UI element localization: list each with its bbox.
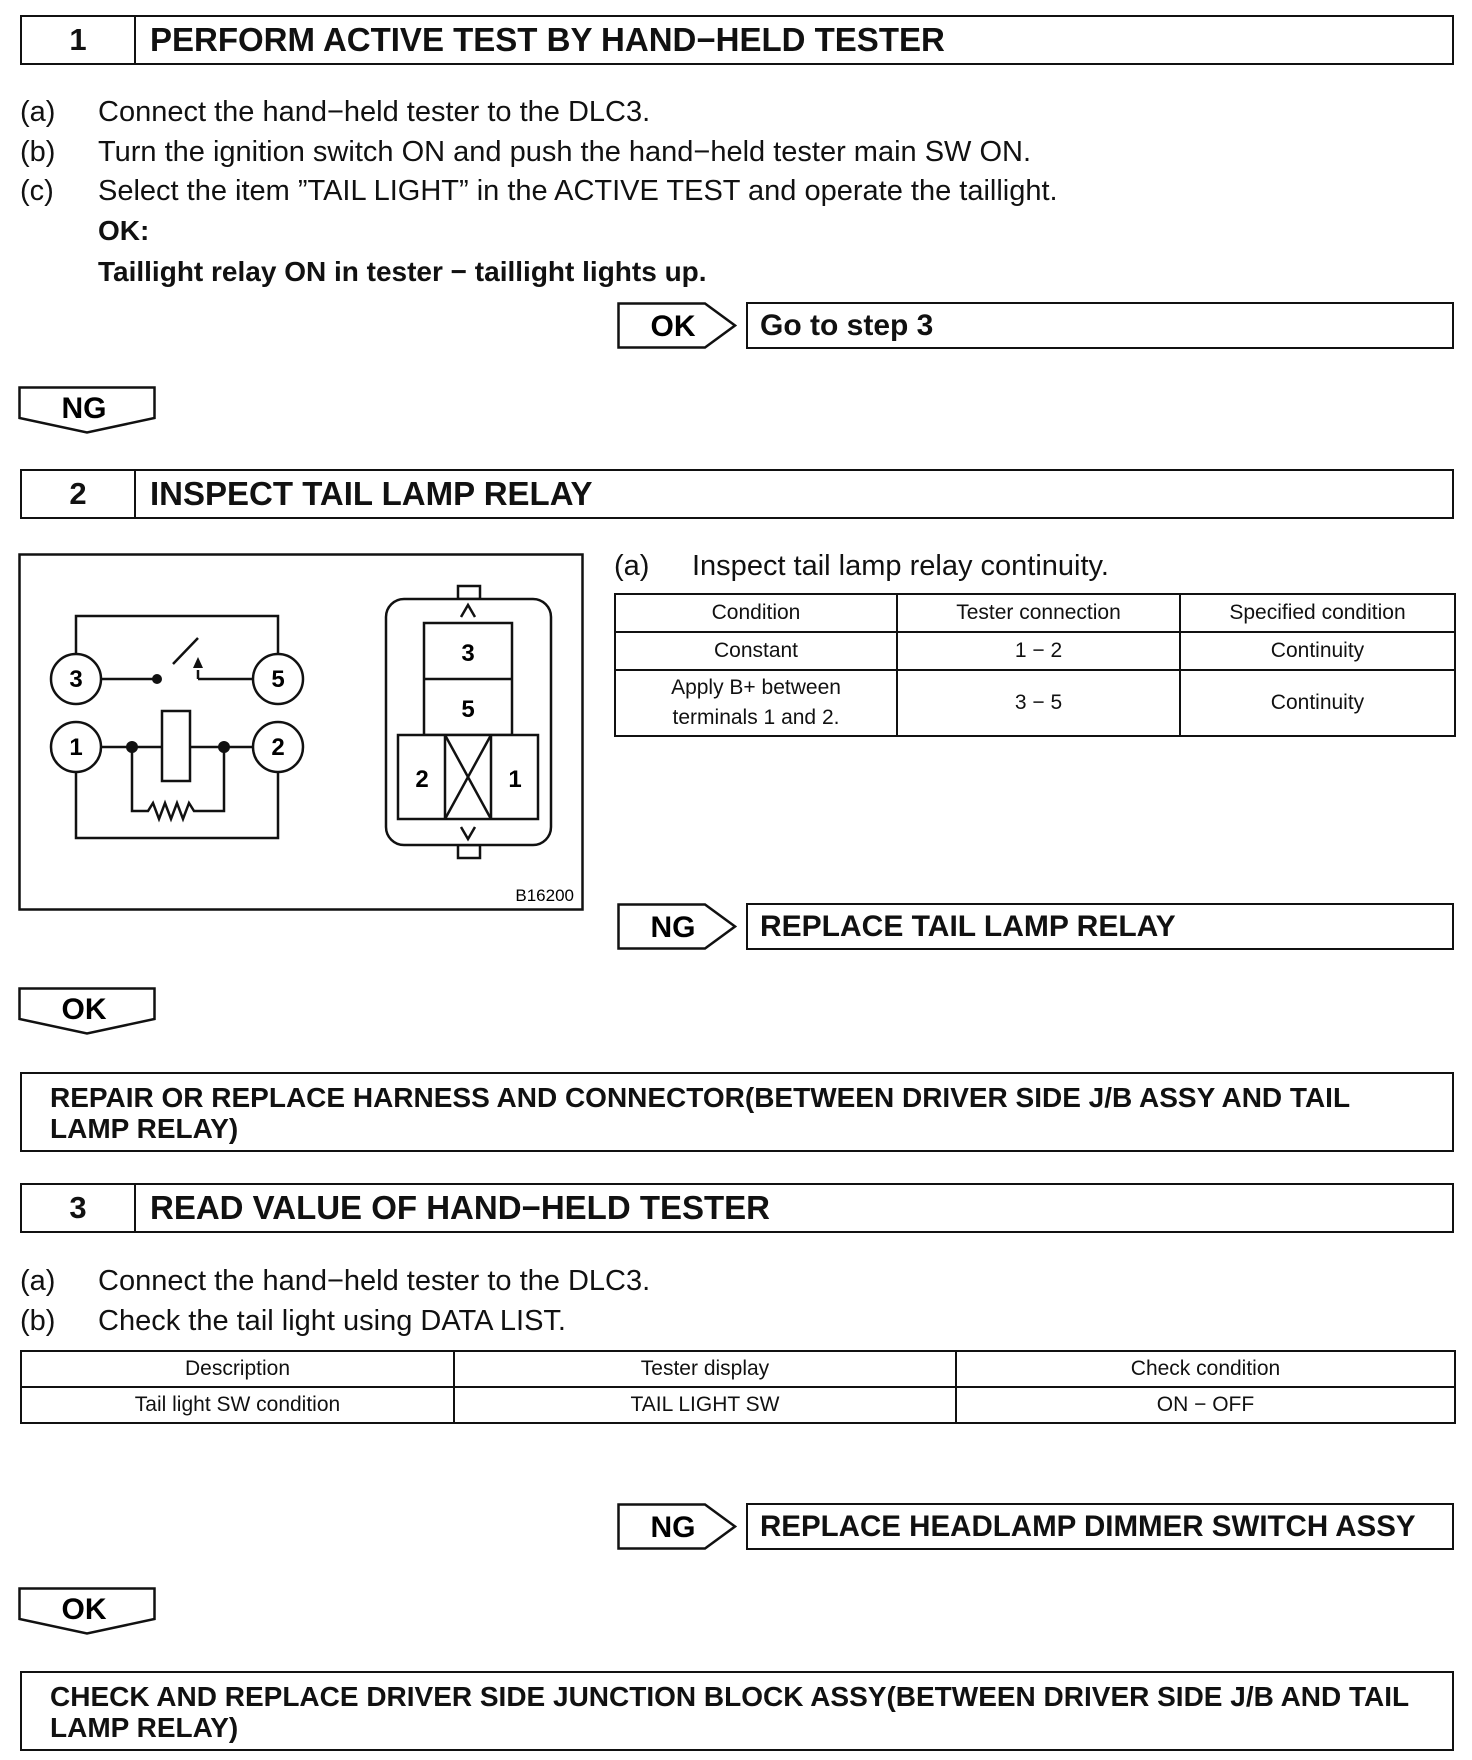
terminal-label: 2 bbox=[271, 734, 285, 761]
table-header-cell: Tester display bbox=[454, 1351, 956, 1387]
instruction-text: Connect the hand−held tester to the DLC3. bbox=[98, 1265, 651, 1297]
connector-cell-label: 5 bbox=[461, 696, 475, 723]
ok-branch-tag bbox=[18, 987, 156, 1035]
ng-arrow-tag bbox=[617, 1503, 737, 1550]
instruction-label: (c) bbox=[20, 175, 54, 207]
instruction-label: (a) bbox=[614, 550, 650, 582]
ok-arrow-tag bbox=[617, 302, 737, 349]
ok-branch-tag bbox=[18, 1587, 156, 1635]
step-title: PERFORM ACTIVE TEST BY HAND−HELD TESTER bbox=[150, 21, 945, 58]
instruction-text: Turn the ignition switch ON and push the hand−held tester main SW ON. bbox=[98, 136, 1032, 168]
result-box-go-to-step-3: Go to step 3 bbox=[746, 302, 1454, 349]
connector-cell-label: 2 bbox=[415, 766, 429, 793]
terminal-label: 5 bbox=[271, 666, 285, 693]
table-cell: 1 − 2 bbox=[897, 632, 1180, 670]
tag-label: OK bbox=[61, 993, 107, 1026]
table-header-cell: Specified condition bbox=[1180, 594, 1455, 632]
table-cell: Constant bbox=[615, 632, 897, 670]
result-box-replace-relay: REPLACE TAIL LAMP RELAY bbox=[746, 903, 1454, 950]
connector-cell-label: 3 bbox=[461, 640, 475, 667]
instruction-label: (a) bbox=[20, 1265, 56, 1297]
instruction-text: Connect the hand−held tester to the DLC3. bbox=[98, 96, 651, 128]
instruction-text: Inspect tail lamp relay continuity. bbox=[692, 550, 1109, 582]
step-3-header bbox=[20, 1183, 1454, 1233]
table-cell: Continuity bbox=[1180, 670, 1455, 736]
figure-code: B16200 bbox=[515, 886, 574, 905]
step-number: 3 bbox=[22, 1185, 136, 1231]
table-row bbox=[21, 1387, 1455, 1423]
terminal-label: 3 bbox=[69, 666, 83, 693]
result-box-replace-dimmer-switch: REPLACE HEADLAMP DIMMER SWITCH ASSY bbox=[746, 1503, 1454, 1550]
relay-diagram bbox=[18, 553, 584, 913]
instruction-text: Check the tail light using DATA LIST. bbox=[98, 1305, 566, 1337]
instruction-text: Select the item ”TAIL LIGHT” in the ACTIVE TEST and operate the taillight. bbox=[98, 175, 1058, 207]
ok-criteria-label: OK: bbox=[98, 215, 150, 246]
tag-label: NG bbox=[650, 1511, 696, 1544]
tag-label: NG bbox=[61, 392, 107, 425]
table-cell: Tail light SW condition bbox=[21, 1387, 454, 1423]
step-1-header bbox=[20, 15, 1454, 65]
instruction-label: (b) bbox=[20, 1305, 56, 1337]
tag-label: OK bbox=[650, 310, 696, 343]
table-header-cell: Condition bbox=[615, 594, 897, 632]
table-header-row bbox=[21, 1351, 1455, 1387]
table-cell: Apply B+ between terminals 1 and 2. bbox=[615, 670, 897, 736]
step-title: INSPECT TAIL LAMP RELAY bbox=[150, 475, 593, 512]
repair-harness-box: REPAIR OR REPLACE HARNESS AND CONNECTOR(BETWEEN DRIVER SIDE J/B ASSY AND TAIL LAMP RELAY) bbox=[20, 1072, 1454, 1152]
ng-branch-tag bbox=[18, 386, 156, 434]
continuity-table bbox=[614, 593, 1456, 737]
table-row bbox=[615, 632, 1455, 670]
table-row bbox=[615, 670, 1455, 736]
table-header-cell: Check condition bbox=[956, 1351, 1455, 1387]
terminal-label: 1 bbox=[69, 734, 83, 761]
step-number: 1 bbox=[22, 17, 136, 63]
table-header-row bbox=[615, 594, 1455, 632]
step-2-header bbox=[20, 469, 1454, 519]
table-header-cell: Tester connection bbox=[897, 594, 1180, 632]
table-header-cell: Description bbox=[21, 1351, 454, 1387]
instruction-label: (a) bbox=[20, 96, 56, 128]
table-cell: TAIL LIGHT SW bbox=[454, 1387, 956, 1423]
tag-label: OK bbox=[61, 1593, 107, 1626]
tag-label: NG bbox=[650, 911, 696, 944]
table-cell: 3 − 5 bbox=[897, 670, 1180, 736]
table-cell: ON − OFF bbox=[956, 1387, 1455, 1423]
step-title: READ VALUE OF HAND−HELD TESTER bbox=[150, 1189, 771, 1226]
table-cell: Continuity bbox=[1180, 632, 1455, 670]
connector-cell-label: 1 bbox=[508, 766, 522, 793]
ok-criteria-text: Taillight relay ON in tester − taillight lights up. bbox=[98, 256, 707, 287]
data-list-table bbox=[20, 1350, 1456, 1424]
instruction-label: (b) bbox=[20, 136, 56, 168]
check-junction-block-box: CHECK AND REPLACE DRIVER SIDE JUNCTION BLOCK ASSY(BETWEEN DRIVER SIDE J/B AND TAIL LAMP RELAY) bbox=[20, 1671, 1454, 1751]
step-number: 2 bbox=[22, 471, 136, 517]
ng-arrow-tag bbox=[617, 903, 737, 950]
